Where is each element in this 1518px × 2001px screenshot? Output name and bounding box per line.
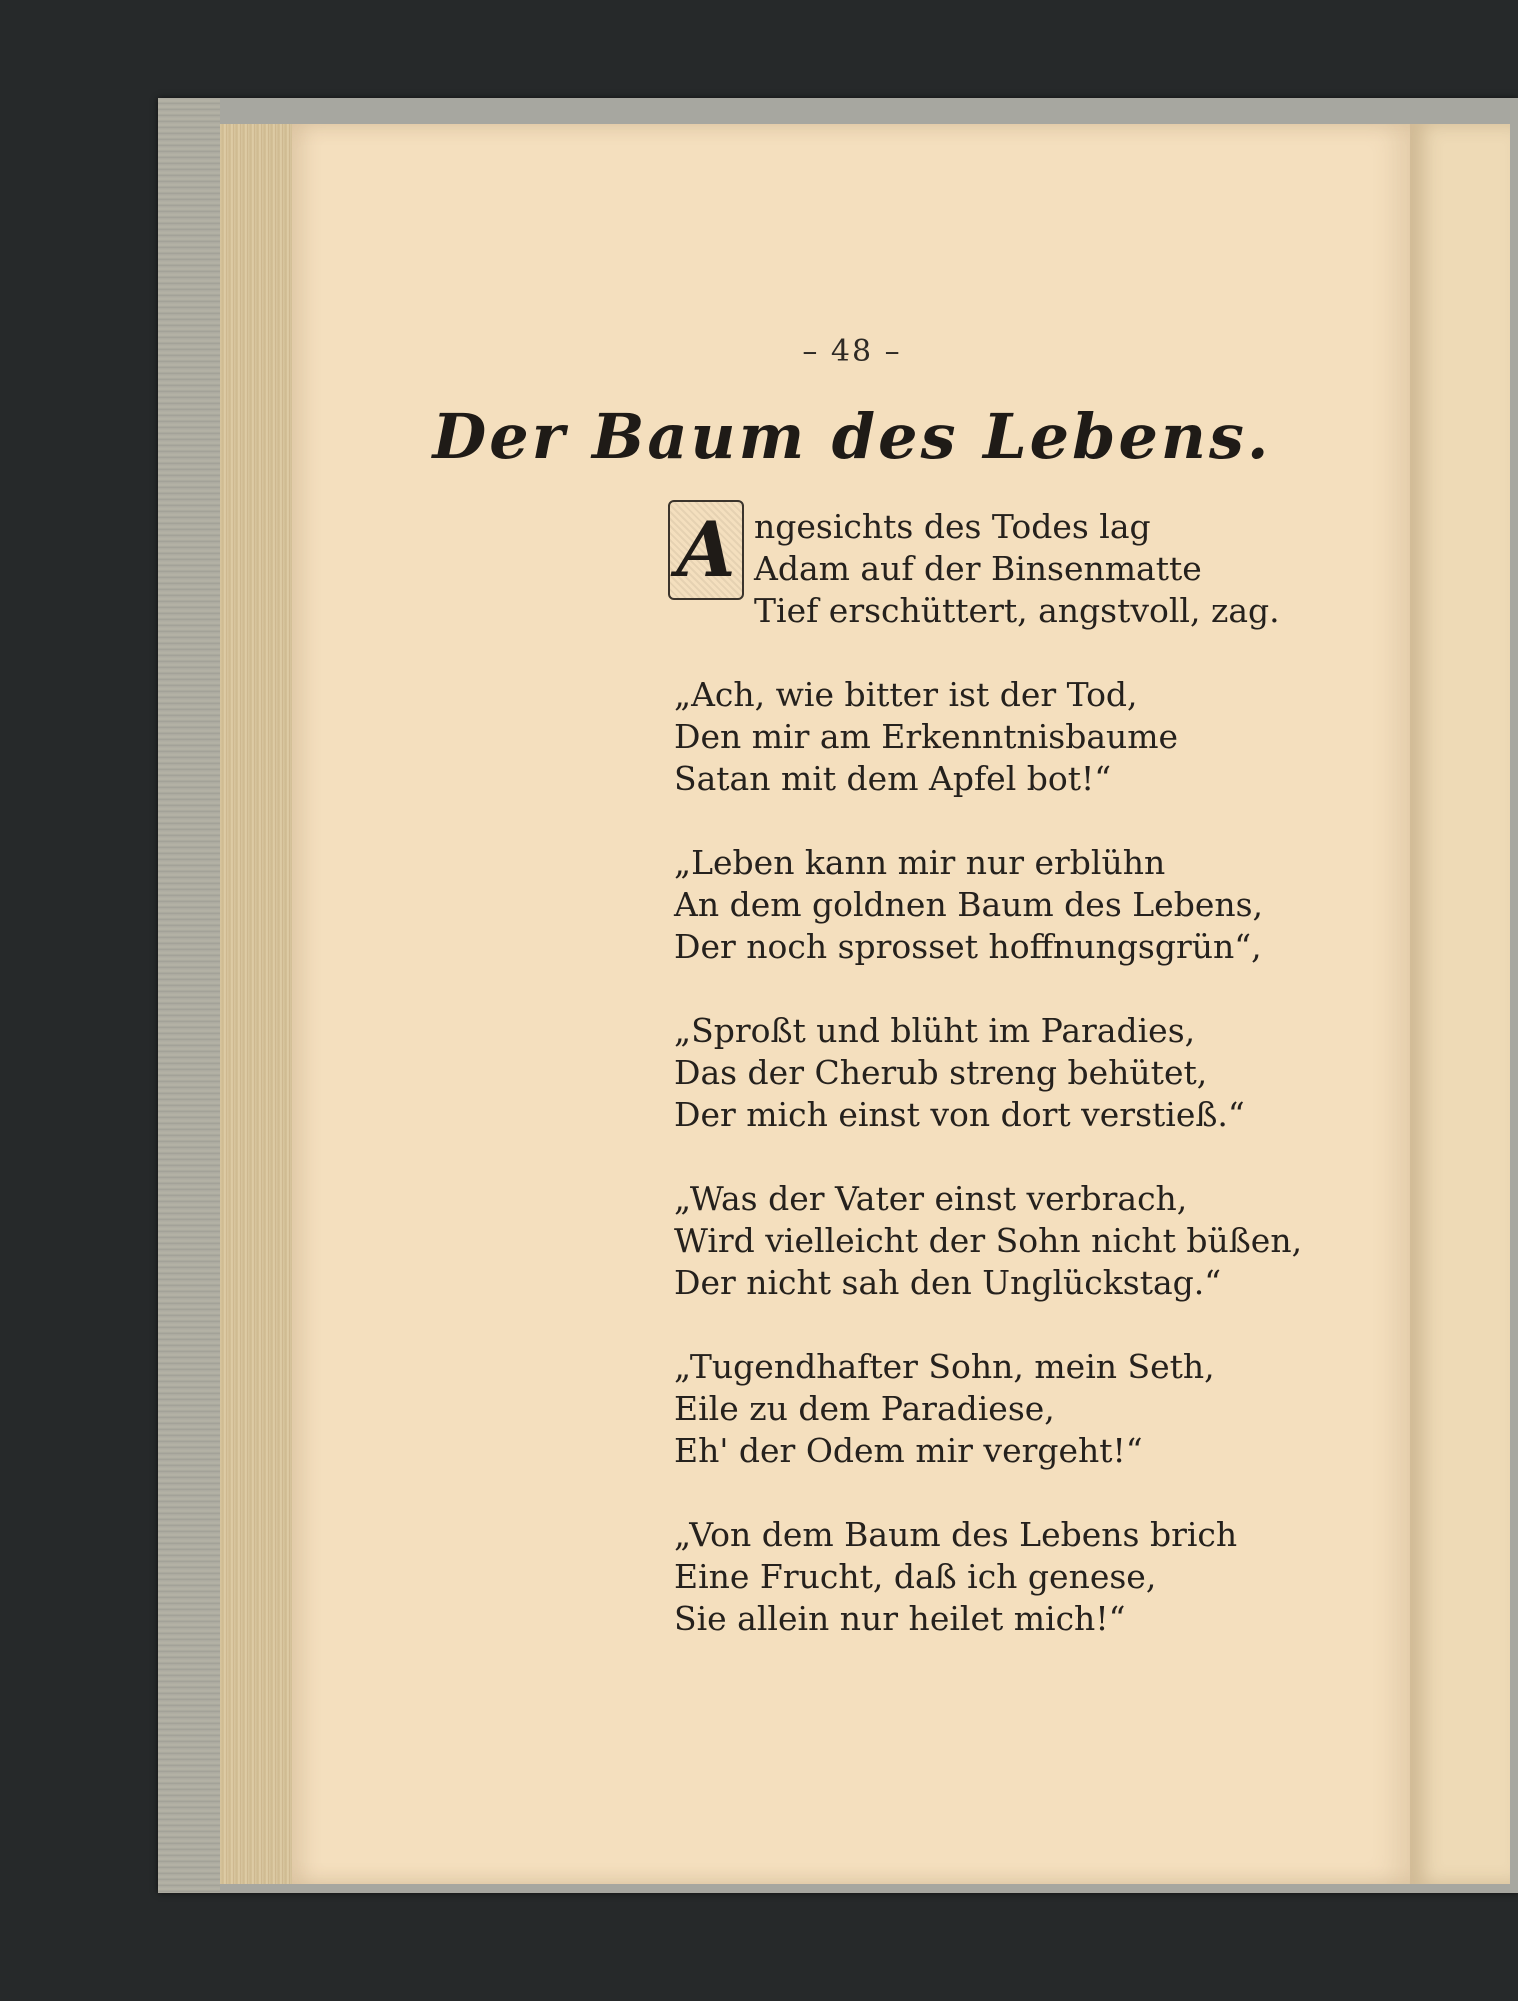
page-edges bbox=[220, 124, 292, 1884]
poem-line: „Ach, wie bitter ist der Tod, bbox=[674, 675, 1138, 714]
poem-line: Adam auf der Binsenmatte bbox=[754, 549, 1202, 588]
poem-line: „Leben kann mir nur erblühn bbox=[674, 843, 1166, 882]
poem-line: Der noch sprosset hoffnungsgrün“, bbox=[674, 927, 1262, 966]
poem-line: Eh' der Odem mir vergeht!“ bbox=[674, 1431, 1143, 1470]
poem-line: An dem goldnen Baum des Lebens, bbox=[674, 885, 1264, 924]
poem-line: Satan mit dem Apfel bot!“ bbox=[674, 759, 1112, 798]
poem-body bbox=[674, 506, 1302, 1682]
book-page bbox=[292, 124, 1412, 1884]
book-cover bbox=[158, 98, 1518, 1893]
stanza-2 bbox=[674, 674, 1302, 800]
cover-edge bbox=[158, 98, 220, 1893]
stanza-3 bbox=[674, 842, 1302, 968]
adjacent-page-edge bbox=[1410, 124, 1510, 1884]
poem-line: Der nicht sah den Unglückstag.“ bbox=[674, 1263, 1222, 1302]
poem-line: Eile zu dem Paradiese, bbox=[674, 1389, 1055, 1428]
poem-line: „Sproßt und blüht im Paradies, bbox=[674, 1011, 1196, 1050]
poem-line: Sie allein nur heilet mich!“ bbox=[674, 1599, 1126, 1638]
stanza-1 bbox=[674, 506, 1302, 632]
poem-line: „Was der Vater einst verbrach, bbox=[674, 1179, 1188, 1218]
poem-line: Den mir am Erkenntnisbaume bbox=[674, 717, 1179, 756]
poem-line: Wird vielleicht der Sohn nicht büßen, bbox=[674, 1221, 1303, 1260]
poem-line: Das der Cherub streng behütet, bbox=[674, 1053, 1208, 1092]
poem-line: ngesichts des Todes lag bbox=[754, 507, 1151, 546]
page-number: – 48 – bbox=[802, 334, 902, 369]
poem-line: Der mich einst von dort verstieß.“ bbox=[674, 1095, 1245, 1134]
poem-line: Tief erschüttert, angstvoll, zag. bbox=[754, 591, 1280, 630]
stanza-4 bbox=[674, 1010, 1302, 1136]
stanza-6 bbox=[674, 1346, 1302, 1472]
poem-line: Eine Frucht, daß ich genese, bbox=[674, 1557, 1157, 1596]
page-block bbox=[220, 124, 1510, 1884]
poem-line: „Tugendhafter Sohn, mein Seth, bbox=[674, 1347, 1215, 1386]
poem-line: „Von dem Baum des Lebens brich bbox=[674, 1515, 1238, 1554]
decorated-initial: A bbox=[668, 500, 744, 600]
stanza-7 bbox=[674, 1514, 1302, 1640]
poem-title: Der Baum des Lebens. bbox=[432, 400, 1272, 473]
stanza-5 bbox=[674, 1178, 1302, 1304]
